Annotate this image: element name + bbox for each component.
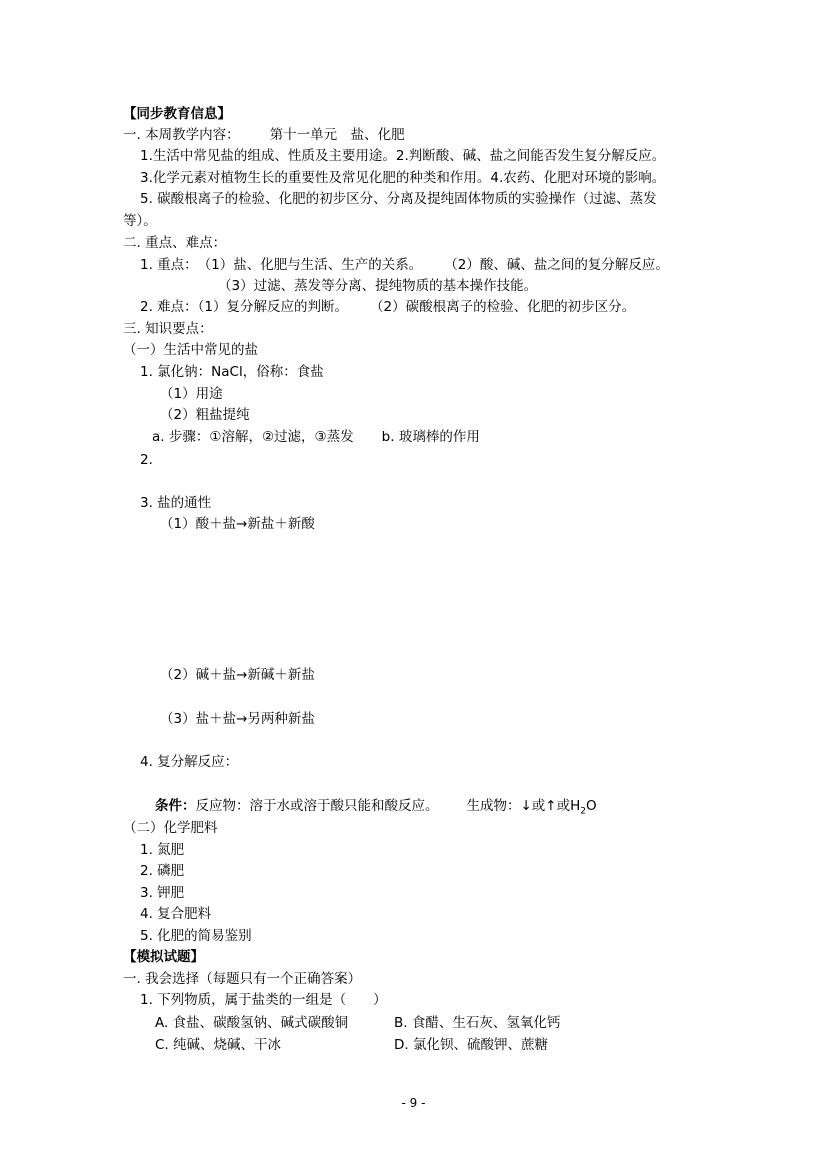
- item-2-line: 2.: [140, 452, 153, 468]
- acid-salt-line: （1）酸＋盐→新盐＋新酸: [160, 516, 315, 532]
- section-header-sync: 【同步教育信息】: [123, 106, 231, 122]
- fertilizer-item-1: 1. 氮肥: [140, 842, 185, 858]
- teaching-content-unit: 第十一单元 盐、化肥: [269, 127, 405, 143]
- products-text-end: O: [586, 798, 597, 814]
- key-point-1a: 1. 重点： （1）盐、化肥与生活、生产的关系。: [140, 257, 423, 273]
- fertilizer-item-2: 2. 磷肥: [140, 863, 185, 879]
- key-points-title: 二. 重点、难点：: [123, 235, 227, 251]
- conditions-line: [155, 797, 597, 821]
- content-line-4: 等）。: [123, 213, 157, 229]
- fertilizer-item-3: 3. 钾肥: [140, 885, 185, 901]
- steps-line: [152, 428, 480, 446]
- content-line-3: 5. 碳酸根离子的检验、化肥的初步区分、分离及提纯固体物质的实验操作（过滤、蒸发: [140, 191, 657, 207]
- salt-salt-line: （3）盐＋盐→另两种新盐: [160, 711, 315, 727]
- fertilizer-item-5: 5. 化肥的简易鉴别: [140, 928, 252, 944]
- option-d: D. 氯化钡、硫酸钾、蔗糖: [394, 1037, 548, 1053]
- products-subscript: 2: [580, 806, 587, 817]
- glass-rod-text: b. 玻璃棒的作用: [381, 429, 480, 445]
- key-points-line-1: [140, 256, 669, 274]
- content-line-1: 1.生活中常见盐的组成、性质及主要用途。2.判断酸、碱、盐之间能否发生复分解反应。: [140, 148, 666, 164]
- base-salt-line: （2）碱＋盐→新碱＋新盐: [160, 667, 315, 683]
- key-point-1b: （2）酸、碱、盐之间的复分解反应。: [444, 257, 669, 273]
- conditions-label: 条件：: [155, 798, 196, 814]
- products-text: 生成物：↓或↑或H: [466, 798, 581, 814]
- quiz-instructions: 一. 我会选择（每题只有一个正确答案）: [123, 971, 362, 987]
- option-c: C. 纯碱、烧碱、干冰: [155, 1037, 282, 1053]
- purification-line: （2）粗盐提纯: [160, 407, 250, 423]
- reactants-text: 反应物：溶于水或溶于酸只能和酸反应。: [195, 798, 439, 814]
- section-header-mock: 【模拟试题】: [123, 949, 204, 965]
- sodium-chloride-line: 1. 氯化钠：NaCl，俗称：食盐: [140, 364, 324, 380]
- double-decomposition-line: 4. 复分解反应：: [140, 754, 239, 770]
- key-points-line-2: （3）过滤、蒸发等分离、提纯物质的基本操作技能。: [218, 278, 538, 294]
- salt-properties-line: 3. 盐的通性: [140, 495, 212, 511]
- knowledge-title: 三. 知识要点：: [123, 321, 213, 337]
- fertilizer-item-4: 4. 复合肥料: [140, 906, 212, 922]
- difficulty-1: 2. 难点：（1）复分解反应的判断。: [140, 299, 349, 315]
- fertilizer-heading: （二）化学肥料: [123, 820, 218, 836]
- page-number: - 9 -: [401, 1096, 426, 1110]
- difficulty-line: [140, 298, 635, 316]
- content-line-2: 3.化学元素对植物生长的重要性及常见化肥的种类和作用。4.农药、化肥对环境的影响。: [140, 170, 666, 186]
- teaching-content-title: 一. 本周教学内容：: [123, 127, 240, 143]
- uses-line: （1）用途: [160, 386, 223, 402]
- option-b: B. 食醋、生石灰、氢氧化钙: [394, 1015, 561, 1031]
- teaching-content-label: [123, 126, 405, 144]
- difficulty-2: （2）碳酸根离子的检验、化肥的初步区分。: [370, 299, 636, 315]
- steps-text: a. 步骤：①溶解，②过滤，③蒸发: [152, 429, 354, 445]
- option-a: A. 食盐、碳酸氢钠、碱式碳酸铜: [155, 1015, 349, 1031]
- common-salts-heading: （一）生活中常见的盐: [123, 342, 258, 358]
- question-1: 1. 下列物质，属于盐类的一组是（ ）: [140, 992, 387, 1008]
